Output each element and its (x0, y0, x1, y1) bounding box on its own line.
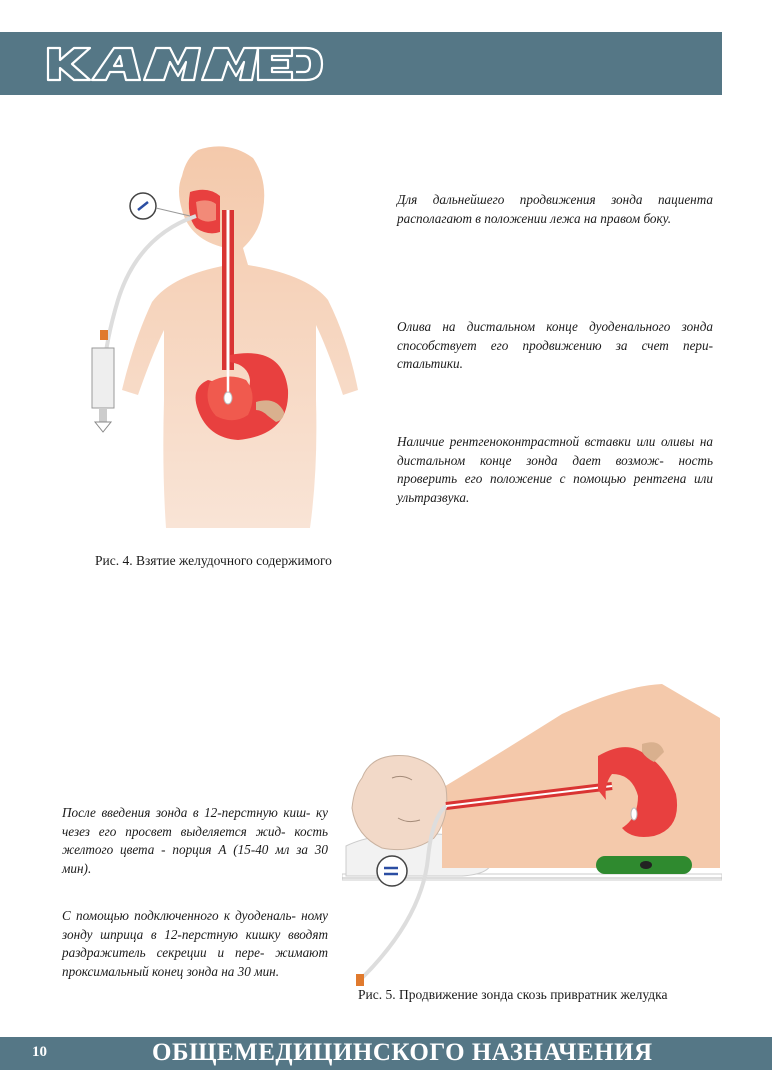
page-number: 10 (32, 1044, 47, 1060)
header-bar (0, 32, 722, 95)
torso-illustration (78, 140, 368, 530)
footer-bar (0, 1037, 772, 1070)
footer-title: ОБЩЕМЕДИЦИНСКОГО НАЗНАЧЕНИЯ (152, 1039, 653, 1066)
paragraph: После введения зонда в 12-перстную киш- ку чезез его просвет выделяется жид- кость желтого цвета - порция А (15-40 мл за 30 мин). (62, 805, 328, 876)
torso-body (122, 146, 358, 528)
figure-caption: Рис. 5. Продвижение зонда скозь привратник желудка (358, 987, 668, 1002)
lying-patient-illustration (342, 678, 722, 1008)
kammed-logo-icon (44, 40, 324, 88)
paragraph: Для дальнейшего продвижения зонда пациента располагают в положении лежа на правом боку. (397, 192, 713, 226)
figure-caption: Рис. 4. Взятие желудочного содержимого (95, 553, 332, 568)
paragraph: Олива на дистальном конце дуоденального зонда способствует его продвижению за счет пери- стальтики. (397, 319, 713, 371)
paragraph: С помощью подключенного к дуоденаль- ному зонду шприца в 12-перстную кишку вводят раздражитель секреции и пере- жимают проксимальный конец зонда на 30 мин. (62, 908, 328, 979)
syringe-icon (92, 330, 114, 432)
paragraph: Наличие рентгеноконтрастной вставки или оливы на дистальном конце зонда дает возмож- ность проверить его положение с помощью рентгена или ультразвука. (397, 434, 713, 505)
